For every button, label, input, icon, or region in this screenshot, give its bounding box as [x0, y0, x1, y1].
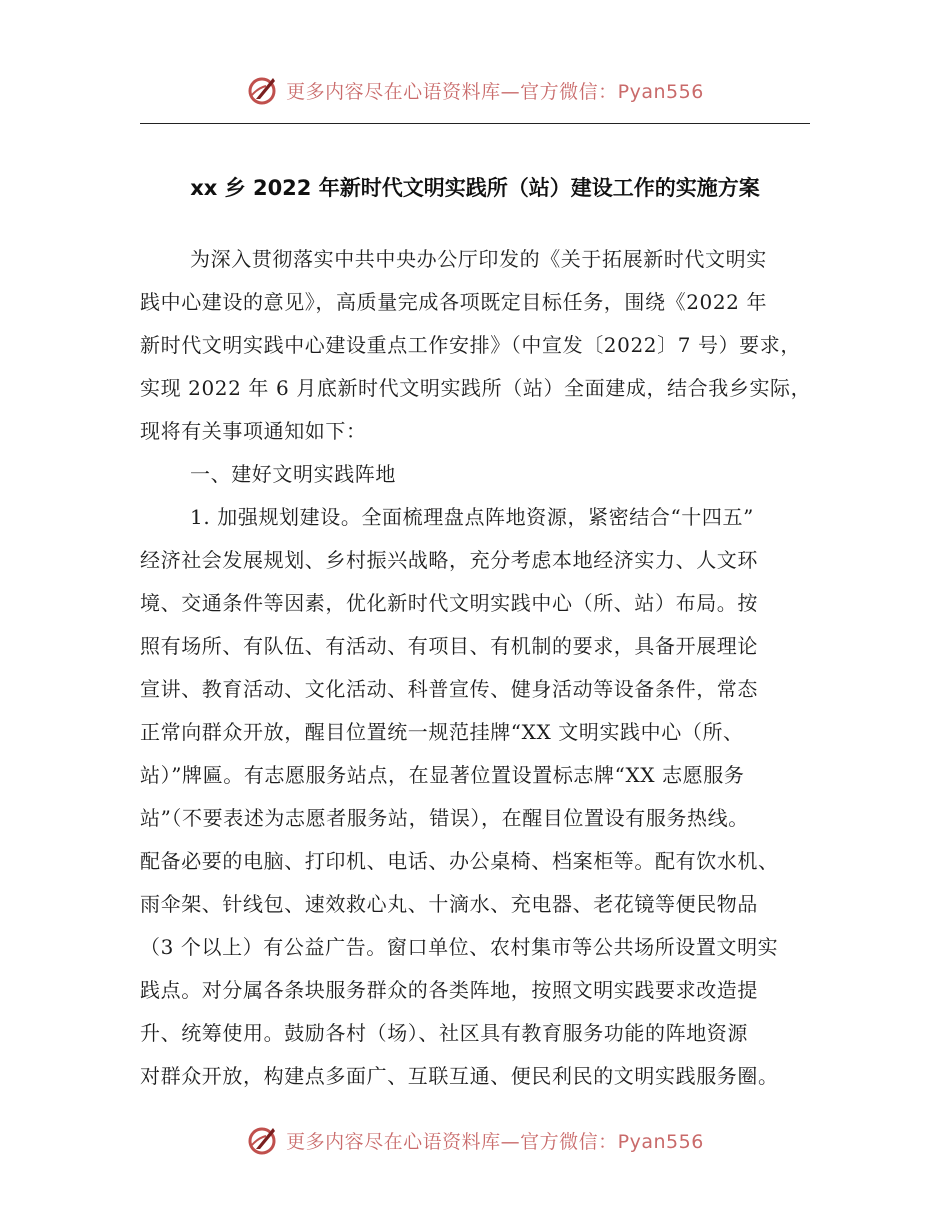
document-body — [140, 238, 810, 1098]
paragraph-2-line: 升、统筹使用。鼓励各村（场）、社区具有教育服务功能的阵地资源 — [140, 1021, 748, 1045]
quill-logo-icon — [246, 73, 280, 107]
footer-banner — [0, 1120, 950, 1160]
footer-banner-text[interactable]: 更多内容尽在心语资料库—官方微信：Pyan556 — [286, 1130, 704, 1153]
section-heading-1: 一、建好文明实践阵地 — [190, 462, 396, 486]
paragraph-2-line: 雨伞架、针线包、速效救心丸、十滴水、充电器、老花镜等便民物品 — [140, 892, 758, 916]
paragraph-2-line: 境、交通条件等因素，优化新时代文明实践中心（所、站）布局。按 — [140, 591, 758, 615]
header-banner-text[interactable]: 更多内容尽在心语资料库—官方微信：Pyan556 — [286, 80, 704, 103]
paragraph-1-line: 实现 2022 年 6 月底新时代文明实践所（站）全面建成，结合我乡实际， — [140, 376, 812, 400]
quill-logo-icon — [246, 1123, 280, 1157]
paragraph-2-line: 配备必要的电脑、打印机、电话、办公桌椅、档案柜等。配有饮水机、 — [140, 849, 779, 873]
header-banner — [0, 70, 950, 110]
document-title: xx 乡 2022 年新时代文明实践所（站）建设工作的实施方案 — [190, 176, 760, 200]
paragraph-1-line: 新时代文明实践中心建设重点工作安排》（中宣发〔2022〕7 号）要求， — [140, 333, 801, 357]
header-divider — [140, 123, 810, 124]
paragraph-2-line: 践点。对分属各条块服务群众的各类阵地，按照文明实践要求改造提 — [140, 978, 758, 1002]
paragraph-2-line: 照有场所、有队伍、有活动、有项目、有机制的要求，具备开展理论 — [140, 634, 758, 658]
paragraph-1-line: 践中心建设的意见》，高质量完成各项既定目标任务，围绕《2022 年 — [140, 290, 768, 314]
paragraph-2-line: 宣讲、教育活动、文化活动、科普宣传、健身活动等设备条件，常态 — [140, 677, 758, 701]
paragraph-2-line: （3 个以上）有公益广告。窗口单位、农村集市等公共场所设置文明实 — [140, 935, 779, 959]
paragraph-1-line: 现将有关事项通知如下： — [140, 419, 367, 443]
paragraph-2-line: 对群众开放，构建点多面广、互联互通、便民利民的文明实践服务圈。 — [140, 1064, 779, 1088]
paragraph-2-line: 1. 加强规划建设。全面梳理盘点阵地资源，紧密结合“十四五” — [190, 505, 754, 529]
paragraph-2-line: 站）”牌匾。有志愿服务站点，在显著位置设置标志牌“XX 志愿服务 — [140, 763, 745, 787]
paragraph-1-line: 为深入贯彻落实中共中央办公厅印发的《关于拓展新时代文明实 — [190, 247, 767, 271]
paragraph-2-line: 经济社会发展规划、乡村振兴战略，充分考虑本地经济实力、人文环 — [140, 548, 758, 572]
paragraph-2-line: 站”（不要表述为志愿者服务站，错误），在醒目位置设有服务热线。 — [140, 806, 749, 830]
paragraph-2-line: 正常向群众开放，醒目位置统一规范挂牌“XX 文明实践中心（所、 — [140, 720, 744, 744]
